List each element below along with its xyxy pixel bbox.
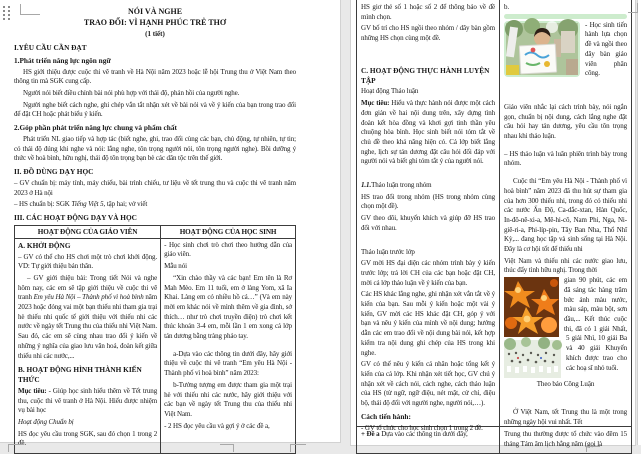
paragraph: “Xin chào thầy và các bạn! Em tên là Rơ Mah Mèo. Em 11 tuổi, em ở làng Yom, xã Ia Khai. Làng em có nhiều hồ cá…” (Và em này mời em khác nói về mình thêm về gia đình, sở thích… như trò chơi truyền điện) trò chơi kết thúc khoản 3-4 em, mỗi lần 1 em xong cả lớp tán dương bằng tràng pháo tay. [164, 273, 292, 341]
paragraph: Người nói biết điều chỉnh bài nói phù hợp với thái độ, phản hồi của người nghe. [23, 89, 240, 97]
margin-corner-mark [586, 446, 600, 452]
text-run: - Giúp học sinh hiểu thêm về Tết trung thu, cuộc thi vẽ tranh ở Hà Nội. Hiểu được nhiệm vụ bài học [18, 386, 158, 415]
paragraph: Hoạt động Thảo luận [361, 87, 419, 96]
heading-procedure: Cách tiến hành: [361, 411, 411, 421]
margin-corner-mark [220, 444, 234, 452]
photo-caption-block [504, 21, 627, 81]
paragraph: - GV tổ chức cho học sinh chọn 1 trong 2 đề. [361, 423, 483, 432]
paragraph: – HS thảo luận và luân phiên trình bày trong nhóm. [504, 149, 627, 168]
photo-caption: - Học sinh tiến hành lựa chọn đề và ngồi theo dãy bàn giáo viên phân công. [585, 20, 627, 78]
margin-corner-mark [628, 3, 638, 13]
heading-requirements: I.YÊU CẦU CẦN ĐẠT [14, 43, 87, 52]
paragraph: Cuộc thi “Em yêu Hà Nội - Thành phố vì hoà bình” năm 2023 đã thu hút sự tham gia của hơn 300 thiếu nhi, trong đó có thiếu nhi các nước Ấn Độ, Ca-dắc-xtan, Hàn Quốc, In-đô-nê-xi-a, Mê-hi-cô, Nam Phi, Nga, Ni-giê-ri-a, Phi-líp-pin, Tây Ban Nha, Thổ Nhĩ Kỳ,... đang học tập và sinh sống tại Hà Nội. Đây là cơ hội tốt để thiếu nhi [504, 177, 627, 254]
text-run: – HS chuẩn bị: SGK [14, 200, 72, 209]
paragraph [18, 387, 157, 416]
heading-knowledge: B. HOẠT ĐỘNG HÌNH THÀNH KIẾN THỨC [18, 365, 142, 385]
heading-activities: III. CÁC HOẠT ĐỘNG DẠY VÀ HỌC [14, 212, 137, 222]
paragraph: GV bố trí cho HS ngồi theo nhóm / dãy bàn gồm những HS chọn cùng một đề. [361, 24, 495, 43]
heading-language-skill: 1.Phát triển năng lực ngôn ngữ [14, 55, 111, 65]
heading-practice: C. HOẠT ĐỘNG THỰC HÀNH LUYỆN TẬP [361, 65, 490, 85]
paragraph: HS đọc yêu cầu trong SGK, sau đó chọn 1 trong 2 đề. [18, 429, 158, 448]
student-activities-cell-row2 [500, 427, 632, 454]
source-credit: Theo báo Công Luận [536, 380, 595, 389]
paragraph: HS trao đổi trong nhóm (HS trong nhóm cùng chọn một đề). [361, 192, 495, 211]
paragraph: b-Tưởng tượng em được tham gia một trại hè với thiếu nhi các nước, hãy giới thiệu với các bạn về ngày tết Trung thu của thiếu nhi Việt Nam. [164, 380, 292, 418]
paragraph: gian 90 phút, các em đã sáng tác hàng trăm bức ảnh màu nước, màu sáp, màu bột, sơn dầu,... Kết thúc cuộc thi, đã có 1 giải Nhất, 5 giải Nhì, 10 giải Ba và 40 giải Khuyến khích được trao cho các hoạ sĩ nhỏ tuổi. [564, 276, 627, 372]
heading-quality: 2.Góp phần phát triển năng lực chung và phẩm chất [14, 123, 177, 133]
heading-equipment: II. ĐỒ DÙNG DẠY HỌC [14, 167, 94, 177]
paragraph [18, 274, 157, 361]
paragraph: Thảo luận trước lớp [361, 247, 415, 256]
paragraph: GV theo dõi, khuyến khích và giúp đỡ HS trao đổi với nhau. [361, 214, 495, 232]
paragraph [14, 200, 296, 210]
photo-frame-bar [504, 14, 627, 19]
table-header-teacher: HOẠT ĐỘNG CỦA GIÁO VIÊN [15, 225, 161, 238]
text-run: Hiểu và thực hành nói được một cách đơn giản về hai nội dung trên, xây dựng tình đoàn kết hòa đồng và khơi gợi tinh thần yêu chuộng hòa bình. Học sinh biết nói tóm tắt về chủ đề theo khả năng hiện có. Cả lớp biết lắng nghe, lịch sự tán dương đặt câu hỏi đối đáp với người nói và biết ghi tóm tắt ý của người nói. [361, 99, 495, 166]
contest-name-italic: Em yêu Hà Nội – Thành phố vì hoà bình [33, 293, 144, 302]
paragraph: Trung thu thường được tổ chức vào đêm 15 tháng Tám âm lịch hằng năm (gọi là [504, 430, 627, 448]
lead-bold-italic: 1.1. [361, 181, 372, 190]
page-1-content [14, 6, 296, 454]
student-activities-cell [500, 0, 632, 427]
paragraph-italic: Hoạt động Chuẩn bị [18, 417, 74, 426]
activities-table-continued [356, 0, 632, 454]
paragraph: Mẫu nói [164, 262, 187, 271]
page-2 [350, 0, 636, 446]
lead-bold: Mục tiêu: [361, 99, 390, 108]
lantern-photo-graphic [504, 277, 559, 337]
doc-title-line2: TRAO ĐỔI: VÌ HẠNH PHÚC TRẺ THƠ [83, 18, 227, 27]
crowd-photo [504, 340, 561, 378]
crowd-photo-graphic [504, 340, 561, 378]
lead-bold: Mục tiêu: [18, 386, 47, 395]
text-run: năm 2023 hoặc đóng vai một bạn thiếu nhi tham gia trại hè thiếu nhi quốc tế giới thiệu với thiếu nhi các nước về ngày tết Trung thu của thiếu nhi Việt Nam. Sau đó, các em sẽ cùng nhau trao đổi ý kiến về những ý nghĩa của giao lưu văn hoá, đoàn kết giữa thiếu nhi các nước,... [18, 293, 158, 360]
table-header-student: HOẠT ĐỘNG CỦA HỌC SINH [161, 225, 296, 238]
paragraph: GV mời HS đại diện các nhóm trình bày ý kiến trước lớp; trả lời CH của các bạn hoặc đặt CH, mời cả lớp thảo luận về ý kiến của bạn. [361, 259, 495, 287]
doc-title-line3: (1 tiết) [145, 30, 165, 38]
lead-bold: + Đề a [361, 430, 380, 438]
page-3-edge [637, 0, 641, 445]
paragraph: Người nghe biết cách nghe, ghi chép vắn tắt nhận xét về bài nói và về ý kiến của bạn trong trao đổi để đặt CH hoặc phát biểu ý kiến. [14, 100, 296, 119]
paragraph: Phát triển NL giao tiếp và hợp tác (biết nghe, ghi, trao đổi cùng các bạn, chủ động, tự nhiên, tự tin; có thái độ đúng khi nghe và nói: lắng nghe, tôn trọng người nói, tôn trọng người nghe). Bồi dưỡng ý thức về hoà bình, hữu nghị, thái độ tôn trọng bạn bè các dân tộc trên thế giới. [14, 134, 296, 163]
activities-table [14, 225, 296, 454]
doc-title-line1: NÓI VÀ NGHE [127, 7, 183, 16]
drag-handle-icon[interactable] [3, 6, 12, 24]
paragraph: a-Dựa vào các thông tin dưới đây, hãy giới thiệu về cuộc thi vẽ tranh “Em yêu Hà Nội - Thành phố vì hoà bình” năm 2023: [164, 349, 292, 378]
text-run: Dựa vào các thông tin dưới đây, [379, 430, 468, 438]
paragraph: Ở Việt Nam, tết Trung thu là một trong những ngày hội vui nhất. Tết [504, 407, 627, 426]
paragraph: Các HS khác lắng nghe, ghi nhận xét vắn tắt về ý kiến của bạn. Sau mỗi ý kiến hoặc một vài ý kiến, GV mời các HS khác đặt CH, góp ý với bạn và nêu ý kiến của mình về nội dung; hướng dẫn các em trao đổi về nội dung bài nói, kết hợp kiểm tra nội dung ghi chép của HS trong khi nghe. [361, 290, 495, 357]
contest-child-photo [504, 21, 580, 77]
paragraph: – GV chuẩn bị: máy tính, máy chiếu, bài trình chiếu, tư liệu về tết trung thu và cuộc thi vẽ tranh năm 2023 ở Hà nội [14, 178, 296, 197]
paragraph: GV có thể nêu ý kiến cá nhân hoặc tổng kết ý kiến của cả lớp. Khi nhận xét tiết học, GV chú ý nhận xét về cách nói, cách nghe, cách thảo luận của HS (từ ngữ, ngữ điệu, nét mặt, cử chỉ, điệu bộ, thái độ đối với người nghe, người nói,…). [361, 360, 495, 408]
contest-child-photo-graphic [506, 23, 578, 75]
paragraph: HS giơ thẻ số 1 hoặc số 2 để thông báo về đề mình chọn. [361, 3, 495, 21]
paragraph: Giáo viên nhắc lại cách trình bày, nói ngắn gọn, chuẩn bị nội dung, cách lắng nghe đặt câu hỏi hay tán dương, yêu cầu tôn trọng nhau khi thảo luận. [504, 102, 627, 141]
heading-group-discussion [361, 181, 495, 191]
paragraph: - 2 HS đọc yêu cầu và gợi ý ở các đề a, [164, 421, 270, 430]
item-label-b: b. [504, 3, 510, 11]
book-title-italic: Tiếng Việt 5 [71, 200, 104, 209]
text-run: Thảo luận trong nhóm [371, 181, 432, 190]
teacher-activities-cell [15, 238, 161, 453]
heading-warmup: A. KHỞI ĐỘNG [18, 240, 71, 250]
teacher-activities-cell [357, 0, 500, 432]
paragraph: - Học sinh chơi trò chơi theo hướng dẫn của giáo viên. [164, 240, 292, 259]
text-run: , tập hai; vở viết [103, 200, 148, 209]
margin-corner-mark [8, 444, 24, 452]
margin-corner-mark [290, 444, 306, 452]
paragraph: – GV có thể cho HS chơi một trò chơi khởi động. VD: Tự giới thiệu bản thân. [18, 252, 158, 271]
paragraph [361, 99, 495, 167]
student-activities-cell [161, 238, 296, 453]
text-run: – GV giới thiệu bài: Trong tiết Nói và nghe hôm nay, các em sẽ tập giới thiệu về cuộc thi vẽ tranh [18, 273, 158, 302]
paragraph: Việt Nam và thiếu nhi các nước giao lưu, thúc đẩy tình hữu nghị. Trong thời [504, 256, 627, 275]
lantern-photo [504, 277, 559, 337]
paragraph: HS giới thiệu được cuộc thi vẽ tranh về Hà Nội năm 2023 hoặc lễ hội Trung thu ở Việt Nam theo thông tin mà SGK cung cấp. [14, 67, 296, 86]
